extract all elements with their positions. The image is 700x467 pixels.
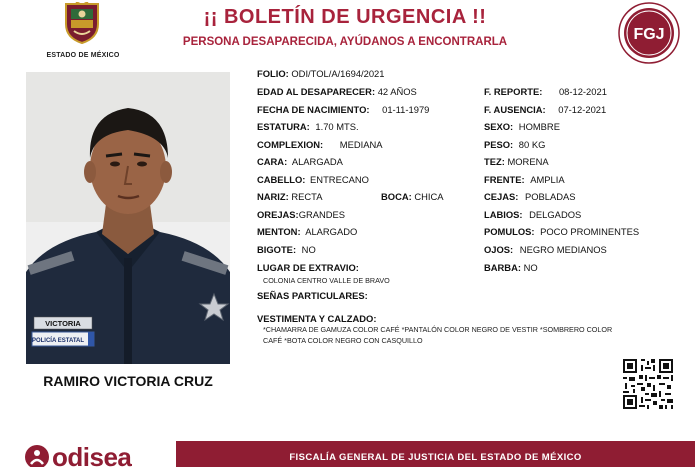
uniform-name-tag: VICTORIA — [45, 319, 81, 328]
footer-agency: FISCALÍA GENERAL DE JUSTICIA DEL ESTADO DE MÉXICO — [289, 452, 582, 463]
field-folio — [257, 68, 385, 80]
field-cara — [257, 156, 343, 168]
labios-label: LABIOS: — [484, 209, 523, 220]
estatura-value: 1.70 MTS. — [315, 121, 359, 132]
nariz-value: RECTA — [291, 191, 323, 202]
cara-value: ALARGADA — [291, 156, 343, 167]
boca-value: CHICA — [414, 191, 444, 202]
field-edad — [257, 86, 417, 98]
field-bigote — [257, 244, 316, 256]
field-lugar — [257, 262, 359, 274]
frente-value: AMPLIA — [530, 174, 565, 185]
qr-code-icon[interactable] — [621, 357, 675, 411]
state-emblem-icon — [62, 2, 102, 44]
complexion-value: MEDIANA — [339, 139, 383, 150]
uniform-badge-text: POLICÍA ESTATAL — [31, 338, 85, 344]
tez-label: TEZ: — [484, 156, 505, 167]
estatura-label: ESTATURA: — [257, 121, 310, 132]
menton-label: MENTON: — [257, 226, 301, 237]
ojos-label: OJOS: — [484, 244, 514, 255]
peso-value: 80 KG — [518, 139, 546, 150]
person-name: RAMIRO VICTORIA CRUZ — [43, 373, 213, 389]
field-tez — [484, 156, 549, 168]
bulletin-subtitle: PERSONA DESAPARECIDA, AYÚDANOS A ENCONTRARLA — [182, 36, 508, 48]
pomulos-value: POCO PROMINENTES — [540, 226, 640, 237]
vestimenta-line-2: CAFÉ *BOTA COLOR NEGRO CON CASQUILLO — [263, 336, 423, 345]
field-cabello — [257, 174, 369, 186]
edad-label: EDAD AL DESAPARECER: — [257, 86, 376, 97]
odisea-brand: odisea — [52, 444, 132, 467]
nacimiento-label: FECHA DE NACIMIENTO: — [257, 104, 370, 115]
lugar-value: COLONIA CENTRO VALLE DE BRAVO — [263, 276, 390, 285]
folio-label: FOLIO: — [257, 68, 289, 79]
complexion-label: COMPLEXION: — [257, 139, 324, 150]
cejas-label: CEJAS: — [484, 191, 519, 202]
odisea-logo-icon — [24, 444, 50, 467]
field-nacimiento — [257, 104, 429, 116]
fgj-logo-text: FGJ — [633, 26, 665, 43]
menton-value: ALARGADO — [305, 226, 358, 237]
barba-label: BARBA: — [484, 262, 521, 273]
field-senas — [257, 290, 368, 302]
senas-label: SEÑAS PARTICULARES: — [257, 290, 368, 301]
frente-label: FRENTE: — [484, 174, 525, 185]
field-vestimenta — [257, 313, 376, 325]
field-cejas — [484, 191, 576, 203]
lugar-label: LUGAR DE EXTRAVIO: — [257, 262, 359, 273]
ojos-value: NEGRO MEDIANOS — [519, 244, 607, 255]
field-labios — [484, 209, 581, 221]
nacimiento-value: 01-11-1979 — [382, 104, 430, 115]
field-estatura — [257, 121, 359, 133]
edad-value: 42 AÑOS — [377, 86, 417, 97]
folio-value: ODI/TOL/A/1694/2021 — [291, 68, 385, 79]
cara-label: CARA: — [257, 156, 288, 167]
vestimenta-label: VESTIMENTA Y CALZADO: — [257, 313, 377, 324]
nariz-label: NARIZ: — [257, 191, 289, 202]
field-ausencia — [484, 104, 606, 116]
tez-value: MORENA — [507, 156, 549, 167]
sexo-label: SEXO: — [484, 121, 514, 132]
orejas-value: GRANDES — [298, 209, 346, 220]
fgj-seal-icon — [618, 2, 680, 64]
bulletin-title: ¡¡ BOLETÍN DE URGENCIA !! — [203, 6, 487, 28]
reporte-label: F. REPORTE: — [484, 86, 543, 97]
field-frente — [484, 174, 565, 186]
orejas-label: OREJAS: — [257, 209, 299, 220]
field-complexion — [257, 139, 382, 151]
ausencia-label: F. AUSENCIA: — [484, 104, 546, 115]
vestimenta-line-1: *CHAMARRA DE GAMUZA COLOR CAFÉ *PANTALÓN COLOR NEGRO DE VESTIR *SOMBRERO COLOR — [263, 325, 613, 334]
labios-value: DELGADOS — [529, 209, 582, 220]
bigote-value: NO — [301, 244, 316, 255]
ausencia-value: 07-12-2021 — [558, 104, 607, 115]
field-barba — [484, 262, 538, 274]
field-boca — [381, 191, 444, 203]
bigote-label: BIGOTE: — [257, 244, 297, 255]
field-peso — [484, 139, 545, 151]
sexo-value: HOMBRE — [518, 121, 560, 132]
field-orejas — [257, 209, 345, 221]
field-ojos — [484, 244, 607, 256]
field-menton — [257, 226, 357, 238]
field-nariz — [257, 191, 322, 203]
state-emblem — [44, 2, 120, 62]
pomulos-label: POMULOS: — [484, 226, 535, 237]
cabello-label: CABELLO: — [257, 174, 306, 185]
cejas-value: POBLADAS — [525, 191, 576, 202]
barba-value: NO — [523, 262, 538, 273]
reporte-value: 08-12-2021 — [558, 86, 607, 97]
missing-person-photo — [26, 72, 230, 364]
field-reporte — [484, 86, 607, 98]
field-pomulos — [484, 226, 639, 238]
emblem-caption: ESTADO DE MÉXICO — [46, 52, 120, 59]
boca-label: BOCA: — [381, 191, 412, 202]
field-sexo — [484, 121, 560, 133]
peso-label: PESO: — [484, 139, 514, 150]
cabello-value: ENTRECANO — [310, 174, 369, 185]
odisea-logo — [24, 444, 174, 467]
